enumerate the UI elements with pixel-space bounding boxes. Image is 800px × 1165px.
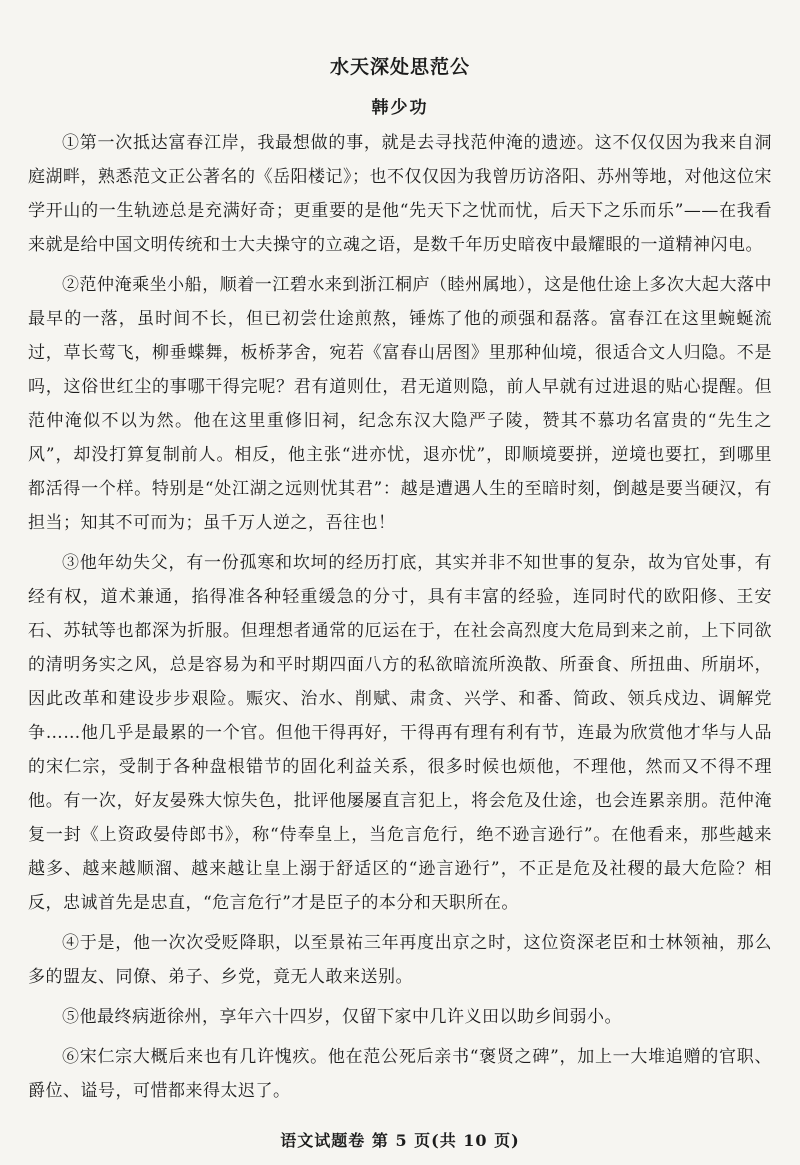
paragraph-1: ①第一次抵达富春江岸，我最想做的事，就是去寻找范仲淹的遗迹。这不仅仅因为我来自洞庭湖畔，熟悉范文正公著名的《岳阳楼记》；也不仅仅因为我曾历访洛阳、苏州等地，对他这位宋学开山的一生轨迹总是充满好奇；更重要的是他“先天下之忧而忧，后天下之乐而乐”——在我看来就是给中国文明传统和士大夫操守的立魂之语，是数千年历史暗夜中最耀眼的一道精神闪电。 [28,133,772,255]
paragraph-6: ⑥宋仁宗大概后来也有几许愧疚。他在范公死后亲书“褒贤之碑”，加上一大堆追赠的官职、爵位、谥号，可惜都来得太迟了。 [28,1047,772,1101]
article-title: 水天深处思范公 [329,56,470,78]
page-footer: 语文试题卷 第 5 页(共 10 页) [280,1131,520,1150]
paragraph-5: ⑤他最终病逝徐州，享年六十四岁，仅留下家中几许义田以助乡间弱小。 [62,1007,622,1027]
paragraph-4: ④于是，他一次次受贬降职，以至景祐三年再度出京之时，这位资深老臣和士林领袖，那么多的盟友、同僚、弟子、乡党，竟无人敢来送别。 [28,933,772,987]
article-author: 韩少功 [371,98,429,118]
paragraph-3: ③他年幼失父，有一份孤寒和坎坷的经历打底，其实并非不知世事的复杂，故为官处事，有经有权，道术兼通，掐得准各种轻重缓急的分寸，具有丰富的经验，连同时代的欧阳修、王安石、苏轼等也都深为折服。但理想者通常的厄运在于，在社会高烈度大危局到来之前，上下同欲的清明务实之风，总是容易为和平时期四面八方的私欲暗流所涣散、所蚕食、所扭曲、所崩坏，因此改革和建设步步艰险。赈灾、治水、削赋、肃贪、兴学、和番、简政、领兵戍边、调解党争……他几乎是最累的一个官。但他干得再好，干得再有理有利有节，连最为欣赏他才华与人品的宋仁宗，受制于各种盘根错节的固化利益关系，很多时候也烦他，不理他，然而又不得不理他。有一次，好友晏殊大惊失色，批评他屡屡直言犯上，将会危及仕途，也会连累亲朋。范仲淹复一封《上资政晏侍郎书》，称“侍奉皇上，当危言危行，绝不逊言逊行”。在他看来，那些越来越多、越来越顺溜、越来越让皇上溺于舒适区的“逊言逊行”，不正是危及社稷的最大危险？相反，忠诚首先是忠直，“危言危行”才是臣子的本分和天职所在。 [28,553,772,913]
paragraph-2: ②范仲淹乘坐小船，顺着一江碧水来到浙江桐庐（睦州属地），这是他仕途上多次大起大落中最早的一落，虽时间不长，但已初尝仕途煎熬，锤炼了他的顽强和磊落。富春江在这里蜿蜒流过，草长莺飞，柳垂蝶舞，板桥茅舍，宛若《富春山居图》里那种仙境，很适合文人归隐。不是吗，这俗世红尘的事哪干得完呢？君有道则仕，君无道则隐，前人早就有过进退的贴心提醒。但范仲淹似不以为然。他在这里重修旧祠，纪念东汉大隐严子陵，赞其不慕功名富贵的“先生之风”，却没打算复制前人。相反，他主张“进亦忧，退亦忧”，即顺境要拼，逆境也要扛，到哪里都活得一个样。特别是“处江湖之远则忧其君”：越是遭遇人生的至暗时刻，倒越是要当硬汉，有担当；知其不可而为；虽千万人逆之，吾往也！ [28,275,772,533]
